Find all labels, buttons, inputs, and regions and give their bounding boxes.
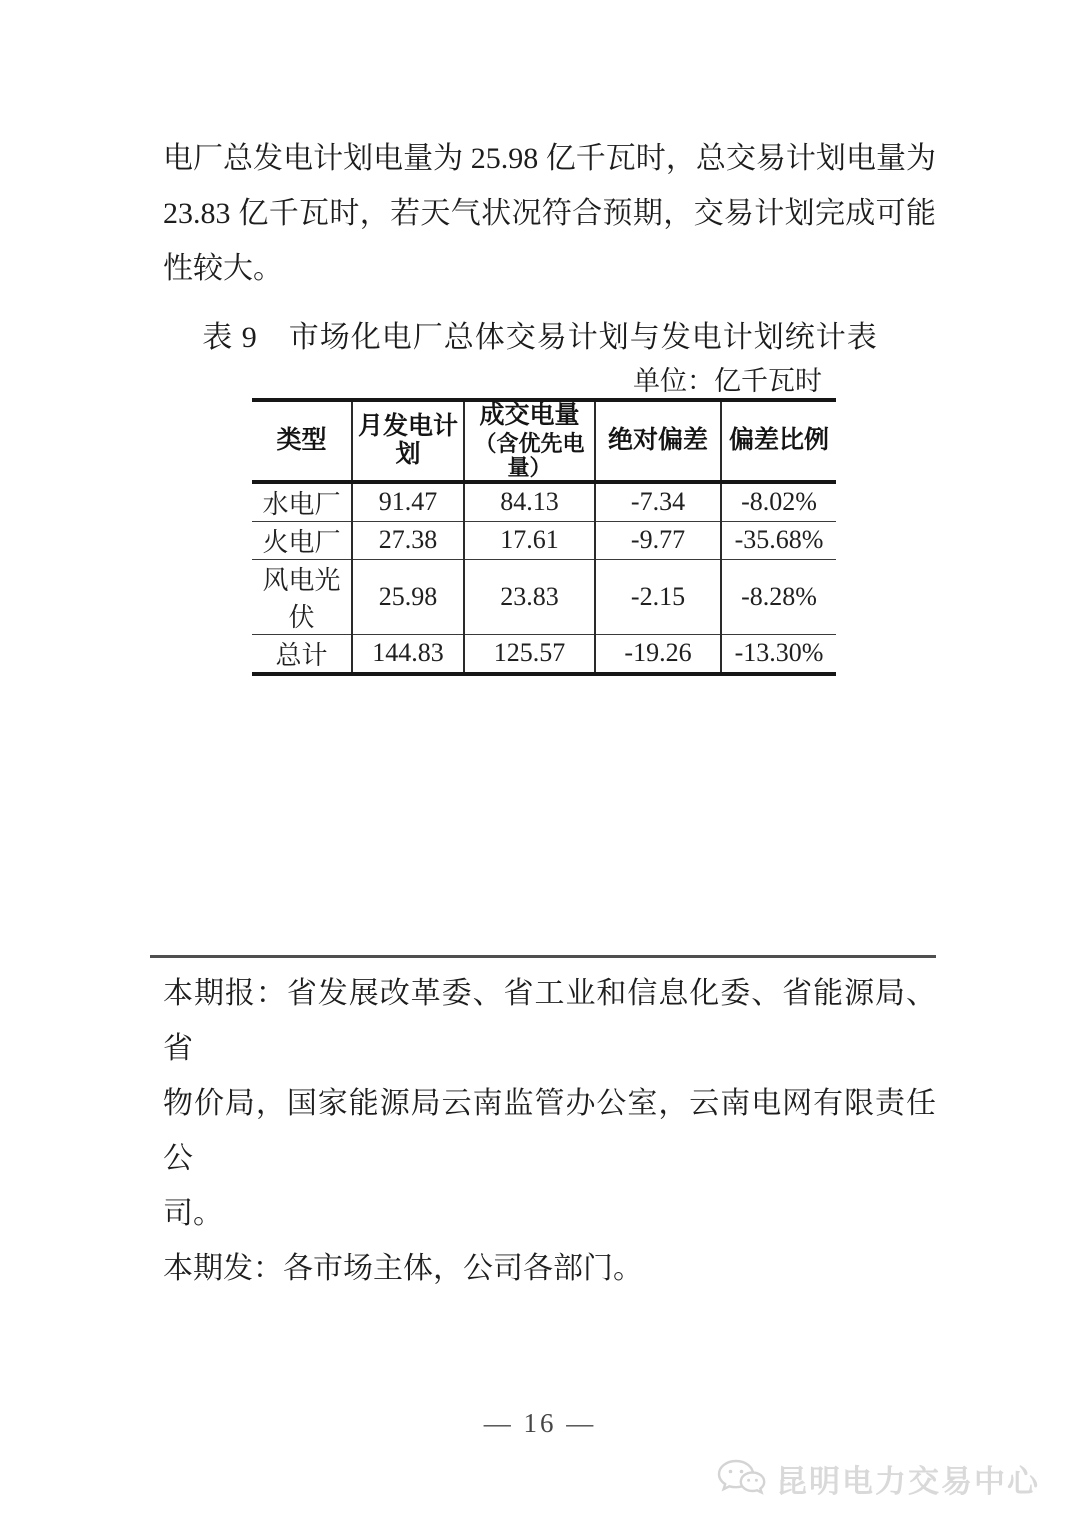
cell-monthly-plan: 27.38 — [352, 521, 464, 559]
paragraph-line: 电厂总发电计划电量为 25.98 亿千瓦时，总交易计划电量为 — [163, 142, 936, 175]
watermark — [715, 1456, 1040, 1501]
wechat-icon — [715, 1458, 767, 1500]
cell-monthly-plan: 25.98 — [352, 559, 464, 634]
cell-deviation-ratio: -8.02% — [721, 482, 836, 522]
column-header-traded-main: 成交电量 — [479, 401, 580, 429]
column-header-type: 类型 — [252, 400, 352, 482]
distribution-line: 司。 — [163, 1197, 223, 1230]
table-header-row — [252, 400, 836, 482]
paragraph-line: 性较大。 — [163, 252, 283, 285]
footer-divider-line — [150, 955, 936, 958]
cell-monthly-plan: 144.83 — [352, 634, 464, 674]
cell-traded: 84.13 — [464, 482, 595, 522]
cell-abs-deviation: -9.77 — [595, 521, 721, 559]
cell-traded: 125.57 — [464, 634, 595, 674]
cell-traded: 17.61 — [464, 521, 595, 559]
statistics-table — [252, 398, 836, 676]
cell-abs-deviation: -2.15 — [595, 559, 721, 634]
distribution-line: 本期发：各市场主体，公司各部门。 — [163, 1252, 643, 1285]
cell-type: 水电厂 — [252, 482, 352, 522]
column-header-monthly-plan: 月发电计划 — [352, 400, 464, 482]
column-header-traded — [464, 400, 595, 482]
distribution-paragraph — [163, 966, 936, 1296]
distribution-line: 物价局，国家能源局云南监管办公室，云南电网有限责任公 — [163, 1087, 936, 1175]
table-row-total — [252, 634, 836, 674]
cell-type: 总计 — [275, 640, 328, 670]
cell-traded: 23.83 — [464, 559, 595, 634]
cell-deviation-ratio: -35.68% — [721, 521, 836, 559]
body-paragraph — [163, 131, 936, 296]
statistics-table-wrapper — [252, 398, 836, 676]
paragraph-line: 23.83 亿千瓦时，若天气状况符合预期，交易计划完成可能 — [163, 197, 936, 230]
table-caption: 表 9 市场化电厂总体交易计划与发电计划统计表 — [202, 321, 878, 354]
column-header-deviation-ratio: 偏差比例 — [721, 400, 836, 482]
cell-deviation-ratio: -8.28% — [721, 559, 836, 634]
cell-type: 火电厂 — [252, 521, 352, 559]
distribution-line: 本期报：省发展改革委、省工业和信息化委、省能源局、省 — [163, 977, 936, 1065]
table-row — [252, 559, 836, 634]
cell-type: 风电光伏 — [252, 559, 352, 634]
cell-deviation-ratio: -13.30% — [721, 634, 836, 674]
column-header-traded-sub: （含优先电量） — [474, 430, 585, 480]
table-unit-label: 单位：亿千瓦时 — [633, 366, 822, 396]
table-row — [252, 521, 836, 559]
cell-monthly-plan: 91.47 — [352, 482, 464, 522]
page-number: — 16 — — [483, 1408, 597, 1438]
table-row — [252, 482, 836, 522]
cell-abs-deviation: -7.34 — [595, 482, 721, 522]
cell-abs-deviation: -19.26 — [595, 634, 721, 674]
column-header-abs-deviation: 绝对偏差 — [595, 400, 721, 482]
watermark-text: 昆明电力交易中心 — [776, 1464, 1040, 1499]
